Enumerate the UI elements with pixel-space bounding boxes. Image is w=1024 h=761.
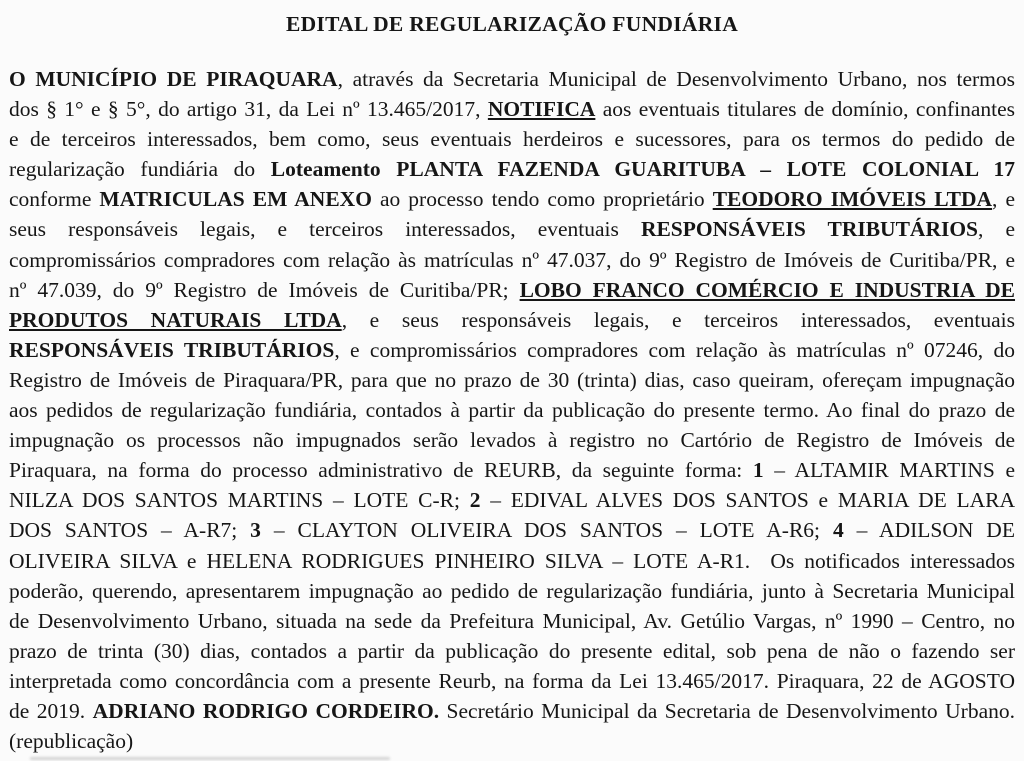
- text-run: aos eventuais titulares de domínio, confinantes e de terceiros interessados, bem como, seus eventuais herdeiros e sucessores, para os termos do pedido de regularização fundiária do: [9, 97, 1016, 182]
- text-run: conforme: [9, 187, 100, 212]
- text-run: TEODORO IMÓVEIS LTDA: [712, 187, 993, 212]
- text-run: MATRICULAS EM ANEXO: [99, 187, 372, 212]
- text-run: – ADILSON DE OLIVEIRA SILVA e HELENA RODRIGUES PINHEIRO SILVA – LOTE A-R1. Os notificados interessados poderão, querendo, apresentarem impugnação ao pedido de regularização fundiária, junto à Secretaria Municipal de Desenvolvimento Urbano, situada na sede da Prefeitura Municipal, Av. Getúlio Vargas, nº 1990 – Centro, no prazo de trinta (30) dias, contados a partir da publicação do presente edital, sob pena de não o fazendo ser interpretada como concordância com a presente Reurb, na forma da Lei 13.465/2017. Piraquara, 22 de AGOSTO de 2019.: [9, 518, 1015, 723]
- text-run: 4: [832, 518, 844, 543]
- text-run: , e compromissários compradores com relação às matrículas nº 47.037, do 9º Registro de Imóveis de Curitiba/PR, e nº 47.039, do 9º Registro de Imóveis de Curitiba/PR;: [9, 217, 1015, 302]
- text-run: , através da Secretaria Municipal de Desenvolvimento Urbano, nos termos dos § 1° e § 5°, do artigo 31, da Lei nº 13.465/2017,: [9, 67, 1015, 122]
- text-run: 1: [752, 458, 764, 483]
- text-run: O MUNICÍPIO DE PIRAQUARA: [9, 67, 338, 91]
- text-run: LOBO FRANCO COMÉRCIO E INDUSTRIA DE PRODUTOS NATURAIS LTDA: [9, 277, 1016, 332]
- document-body: [9, 64, 1015, 756]
- text-run: , e compromissários compradores com relação às matrículas nº 07246, do Registro de Imóveis de Piraquara/PR, para que no prazo de 30 (trinta) dias, caso queiram, ofereçam impugnação aos pedidos de regularização fundiária, contados à partir da publicação do presente termo. Ao final do prazo de impugnação os processos não impugnados serão levados à registro no Cartório de Registro de Imóveis de Piraquara, na forma do processo administrativo de REURB, da seguinte forma:: [9, 337, 1015, 483]
- text-run: RESPONSÁVEIS TRIBUTÁRIOS: [9, 337, 335, 362]
- text-run: ADRIANO RODRIGO CORDEIRO.: [92, 698, 440, 723]
- text-run: 2: [469, 488, 481, 513]
- text-run: Loteamento PLANTA FAZENDA GUARITUBA – LOTE COLONIAL 17: [270, 157, 1015, 182]
- text-run: NOTIFICA: [487, 97, 596, 122]
- text-run: , e seus responsáveis legais, e terceiros interessados, eventuais: [9, 187, 1015, 242]
- text-run: – ALTAMIR MARTINS e NILZA DOS SANTOS MARTINS – LOTE C-R;: [9, 458, 1015, 513]
- scan-artifact: [30, 757, 390, 760]
- document-title: EDITAL DE REGULARIZAÇÃO FUNDIÁRIA: [285, 12, 739, 36]
- text-run: – EDIVAL ALVES DOS SANTOS e MARIA DE LARA DOS SANTOS – A-R7;: [9, 488, 1015, 543]
- text-run: RESPONSÁVEIS TRIBUTÁRIOS: [640, 217, 979, 242]
- text-run: Secretário Municipal da Secretaria de Desenvolvimento Urbano. (republicação): [9, 698, 1015, 754]
- text-run: 3: [250, 518, 261, 543]
- text-run: – CLAYTON OLIVEIRA DOS SANTOS – LOTE A-R6;: [260, 518, 833, 543]
- text-run: ao processo tendo como proprietário: [371, 187, 713, 212]
- text-run: , e seus responsáveis legais, e terceiros interessados, eventuais: [341, 307, 1015, 332]
